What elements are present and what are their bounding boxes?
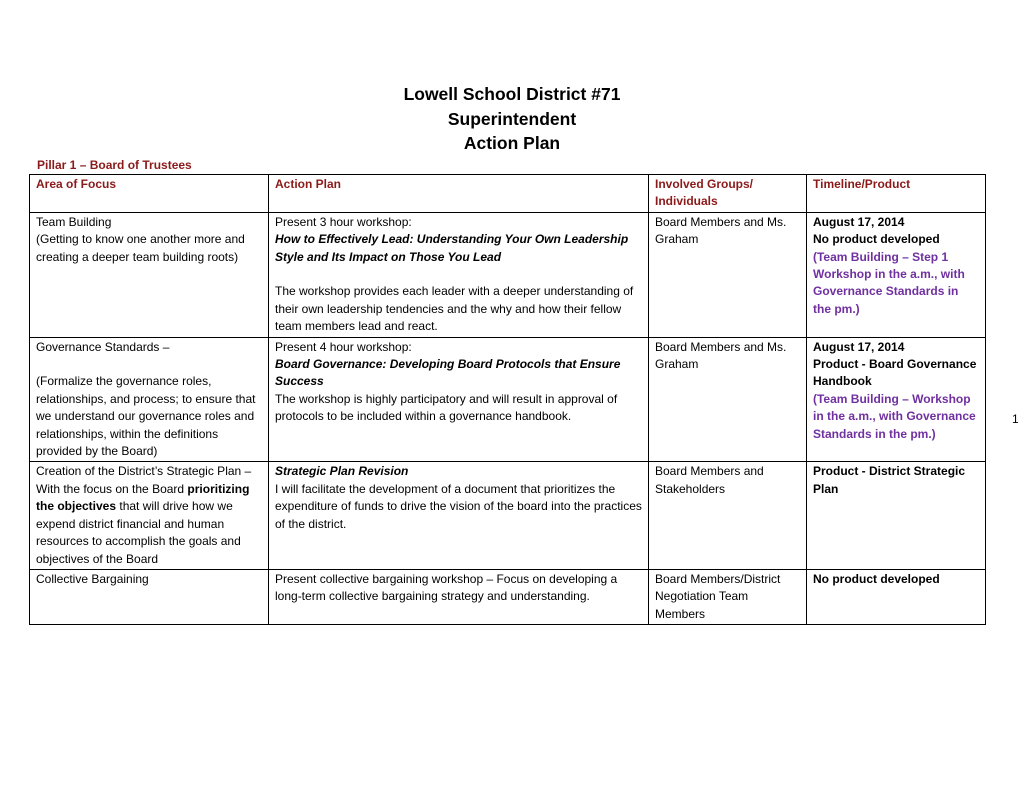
table-row xyxy=(30,569,986,624)
area-of-focus-cell xyxy=(30,462,269,569)
timeline-product-cell xyxy=(807,462,986,569)
table-header-row xyxy=(30,175,986,213)
action-description: The workshop is highly participatory and will result in approval of protocols to be included within a governance handbook. xyxy=(275,391,618,424)
area-of-focus-cell xyxy=(30,337,269,462)
area-title: Team Building xyxy=(36,214,112,229)
action-plan-cell: Present collective bargaining workshop – Focus on developing a long-term collective bargaining strategy and understanding. xyxy=(269,569,649,624)
header-involved-groups xyxy=(649,175,807,213)
table-row xyxy=(30,337,986,462)
table-row xyxy=(30,462,986,569)
action-plan-cell xyxy=(269,337,649,462)
action-description: The workshop provides each leader with a deeper understanding of their own leadership tendencies and the why and how their fellow team members lead and react. xyxy=(275,284,634,334)
action-intro: Present 4 hour workshop: xyxy=(275,339,412,354)
timeline-product: Product - Board Governance Handbook xyxy=(813,357,977,389)
area-text-part2: that will drive how we expend district financial and human resources to accomplish the goals and objectives of the Board xyxy=(36,499,241,566)
timeline-product: No product developed xyxy=(813,571,940,586)
area-description: (Formalize the governance roles, relationships, and process; to ensure that we understand our governance roles and relationships, within the definitions provided by the Board) xyxy=(36,374,256,459)
header-involved-groups-line2: Individuals xyxy=(655,194,718,209)
title-plan: Action Plan xyxy=(463,133,561,153)
table-row xyxy=(30,212,986,337)
timeline-product-cell xyxy=(807,212,986,337)
page-number: 1 xyxy=(1012,412,1019,426)
area-description: (Getting to know one another more and creating a deeper team building roots) xyxy=(36,232,245,264)
action-plan-cell xyxy=(269,212,649,337)
involved-groups-cell: Board Members/District Negotiation Team Members xyxy=(649,569,807,624)
timeline-note: (Team Building – Workshop in the a.m., with Governance Standards in the pm.) xyxy=(813,391,976,441)
action-intro: Present 3 hour workshop: xyxy=(275,214,412,229)
timeline-product-cell xyxy=(807,569,986,624)
timeline-product-cell xyxy=(807,337,986,462)
timeline-product: No product developed xyxy=(813,232,940,247)
involved-groups-cell: Board Members and Stakeholders xyxy=(649,462,807,569)
title-district: Lowell School District #71 xyxy=(403,84,621,104)
action-workshop-title: Board Governance: Developing Board Protocols that Ensure Success xyxy=(275,357,621,389)
timeline-note: (Team Building – Step 1 Workshop in the a.m., with Governance Standards in the pm.) xyxy=(813,249,965,316)
timeline-product: Product - District Strategic Plan xyxy=(813,464,966,496)
involved-groups-cell: Board Members and Ms. Graham xyxy=(649,212,807,337)
area-of-focus-cell xyxy=(30,212,269,337)
area-text-emphasis: prioritizing the objectives xyxy=(36,481,250,514)
header-area-of-focus: Area of Focus xyxy=(30,175,269,213)
action-plan-table xyxy=(29,174,986,625)
timeline-date: August 17, 2014 xyxy=(813,214,905,229)
header-timeline-product: Timeline/Product xyxy=(807,175,986,213)
header-action-plan: Action Plan xyxy=(269,175,649,213)
action-plan-cell xyxy=(269,462,649,569)
timeline-date: August 17, 2014 xyxy=(813,339,905,354)
pillar-label: Pillar 1 – Board of Trustees xyxy=(37,158,192,172)
area-title: Governance Standards – xyxy=(36,339,170,354)
document-title xyxy=(0,82,1024,156)
action-description: I will facilitate the development of a document that prioritizes the expenditure of funds to drive the vision of the board into the practices of the district. xyxy=(275,481,642,531)
header-involved-groups-line1: Involved Groups/ xyxy=(655,177,754,191)
area-of-focus-cell: Collective Bargaining xyxy=(30,569,269,624)
title-role: Superintendent xyxy=(447,108,577,129)
involved-groups-cell: Board Members and Ms. Graham xyxy=(649,337,807,462)
action-workshop-title: How to Effectively Lead: Understanding Your Own Leadership Style and Its Impact on Those You Lead xyxy=(275,232,629,264)
area-text-part1: Creation of the District’s Strategic Plan – With the focus on the Board xyxy=(36,464,252,496)
action-workshop-title: Strategic Plan Revision xyxy=(275,464,409,479)
